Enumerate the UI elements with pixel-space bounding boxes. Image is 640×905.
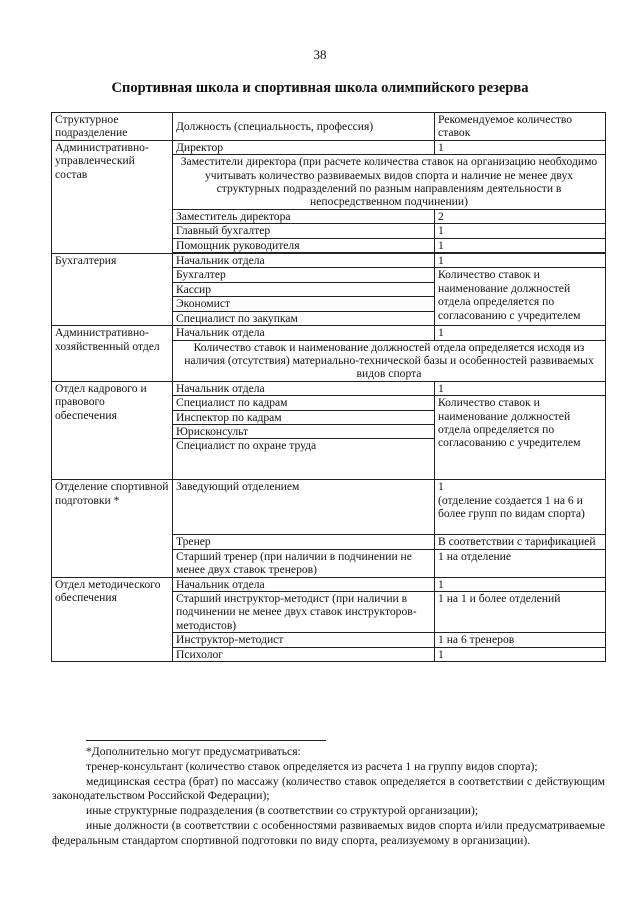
unit-ahd: Административно-хозяйственный отдел <box>52 326 173 382</box>
table-row <box>52 326 606 340</box>
position-cell: Заместитель директора <box>173 209 435 223</box>
position-cell: Заведующий отделением <box>173 480 435 535</box>
position-cell: Психолог <box>173 647 435 661</box>
position-cell: Кассир <box>173 282 435 296</box>
position-cell: Начальник отдела <box>173 577 435 591</box>
rate-value: 1 <box>438 480 444 494</box>
page-number: 38 <box>313 47 327 62</box>
rate-cell: 1 на отделение <box>435 549 606 577</box>
position-cell: Инструктор-методист <box>173 633 435 647</box>
unit-admin: Административно-управленческий состав <box>52 140 173 253</box>
footnote-item: иные должности (в соответствии с особенностями развиваемых видов спорта и/или предусматриваемые федеральным стандартом спортивной подготовки по виду спорта, реализуемому в организации). <box>52 818 605 847</box>
hr-note: Количество ставок и наименование должностей отдела определяется по согласованию с учредителем <box>435 396 606 480</box>
table-row <box>52 254 606 268</box>
rate-cell: 1 <box>435 326 606 340</box>
header-position: Должность (специальность, профессия) <box>173 113 435 141</box>
unit-hr: Отдел кадрового и правового обеспечения <box>52 381 173 480</box>
rate-cell <box>435 480 606 535</box>
rate-cell: 1 <box>435 254 606 268</box>
footnote-separator <box>86 740 326 741</box>
position-cell: Директор <box>173 140 435 154</box>
position-cell: Инспектор по кадрам <box>173 410 435 424</box>
rate-cell: 1 <box>435 647 606 661</box>
position-cell: Тренер <box>173 535 435 549</box>
accounting-note: Количество ставок и наименование должностей отдела определяется по согласованию с учредителем <box>435 268 606 326</box>
table-header-row <box>52 113 606 141</box>
rate-cell: 1 <box>435 140 606 154</box>
position-cell: Юрисконсульт <box>173 424 435 438</box>
footnote-item: тренер-консультант (количество ставок определяется из расчета 1 на группу видов спорта); <box>86 759 538 773</box>
rate-cell: 1 <box>435 381 606 395</box>
unit-sport: Отделение спортивной подготовки * <box>52 480 173 577</box>
table-row <box>52 140 606 154</box>
footnotes <box>52 740 605 849</box>
rate-cell: 1 <box>435 238 606 252</box>
position-cell: Специалист по закупкам <box>173 311 435 325</box>
position-cell: Начальник отдела <box>173 326 435 340</box>
position-cell: Экономист <box>173 297 435 311</box>
position-cell: Старший инструктор-методист (при наличии в подчинении не менее двух ставок инструкторов-методистов) <box>173 591 435 632</box>
admin-note: Заместители директора (при расчете количества ставок на организацию необходимо учитывать количество развиваемых видов спорта и наличие не менее двух структурных подразделений по разным направлениям деятельности в непосредственном подчинении) <box>173 155 606 210</box>
ahd-note: Количество ставок и наименование должностей отдела определяется исходя из наличия (отсутствия) материально-технической базы и особенностей развиваемых видов спорта <box>173 340 606 381</box>
footnote-heading: *Дополнительно могут предусматриваться: <box>86 745 301 758</box>
position-cell: Начальник отдела <box>173 381 435 395</box>
position-cell: Главный бухгалтер <box>173 224 435 238</box>
rate-comment: (отделение создается 1 на 6 и более групп по видам спорта) <box>438 493 585 521</box>
rate-cell: 1 <box>435 224 606 238</box>
footnote-item: иные структурные подразделения (в соответствии со структурой организации); <box>86 804 479 818</box>
page-title: Спортивная школа и спортивная школа олимпийского резерва <box>111 80 529 96</box>
table-row <box>52 381 606 395</box>
rate-cell: 2 <box>435 209 606 223</box>
unit-accounting: Бухгалтерия <box>52 254 173 326</box>
footnote-item: медицинская сестра (брат) по массажу (количество ставок определяется в соответствии с действующим законодательством Российской Федерации); <box>52 774 605 803</box>
rate-cell: 1 <box>435 577 606 591</box>
header-unit: Структурное подразделение <box>52 113 173 141</box>
position-cell: Специалист по охране труда <box>173 439 435 480</box>
position-cell: Начальник отдела <box>173 254 435 268</box>
table-row <box>52 577 606 591</box>
position-cell: Специалист по кадрам <box>173 396 435 410</box>
unit-method: Отдел методического обеспечения <box>52 577 173 661</box>
position-cell: Бухгалтер <box>173 268 435 282</box>
position-cell: Помощник руководителя <box>173 238 435 252</box>
position-cell: Старший тренер (при наличии в подчинении не менее двух ставок тренеров) <box>173 549 435 577</box>
rate-cell: В соответствии с тарификацией <box>435 535 606 549</box>
staffing-table <box>51 112 606 662</box>
rate-cell: 1 на 6 тренеров <box>435 633 606 647</box>
table-row <box>52 480 606 535</box>
rate-cell: 1 на 1 и более отделений <box>435 591 606 632</box>
header-rates: Рекомендуемое количество ставок <box>435 113 606 141</box>
